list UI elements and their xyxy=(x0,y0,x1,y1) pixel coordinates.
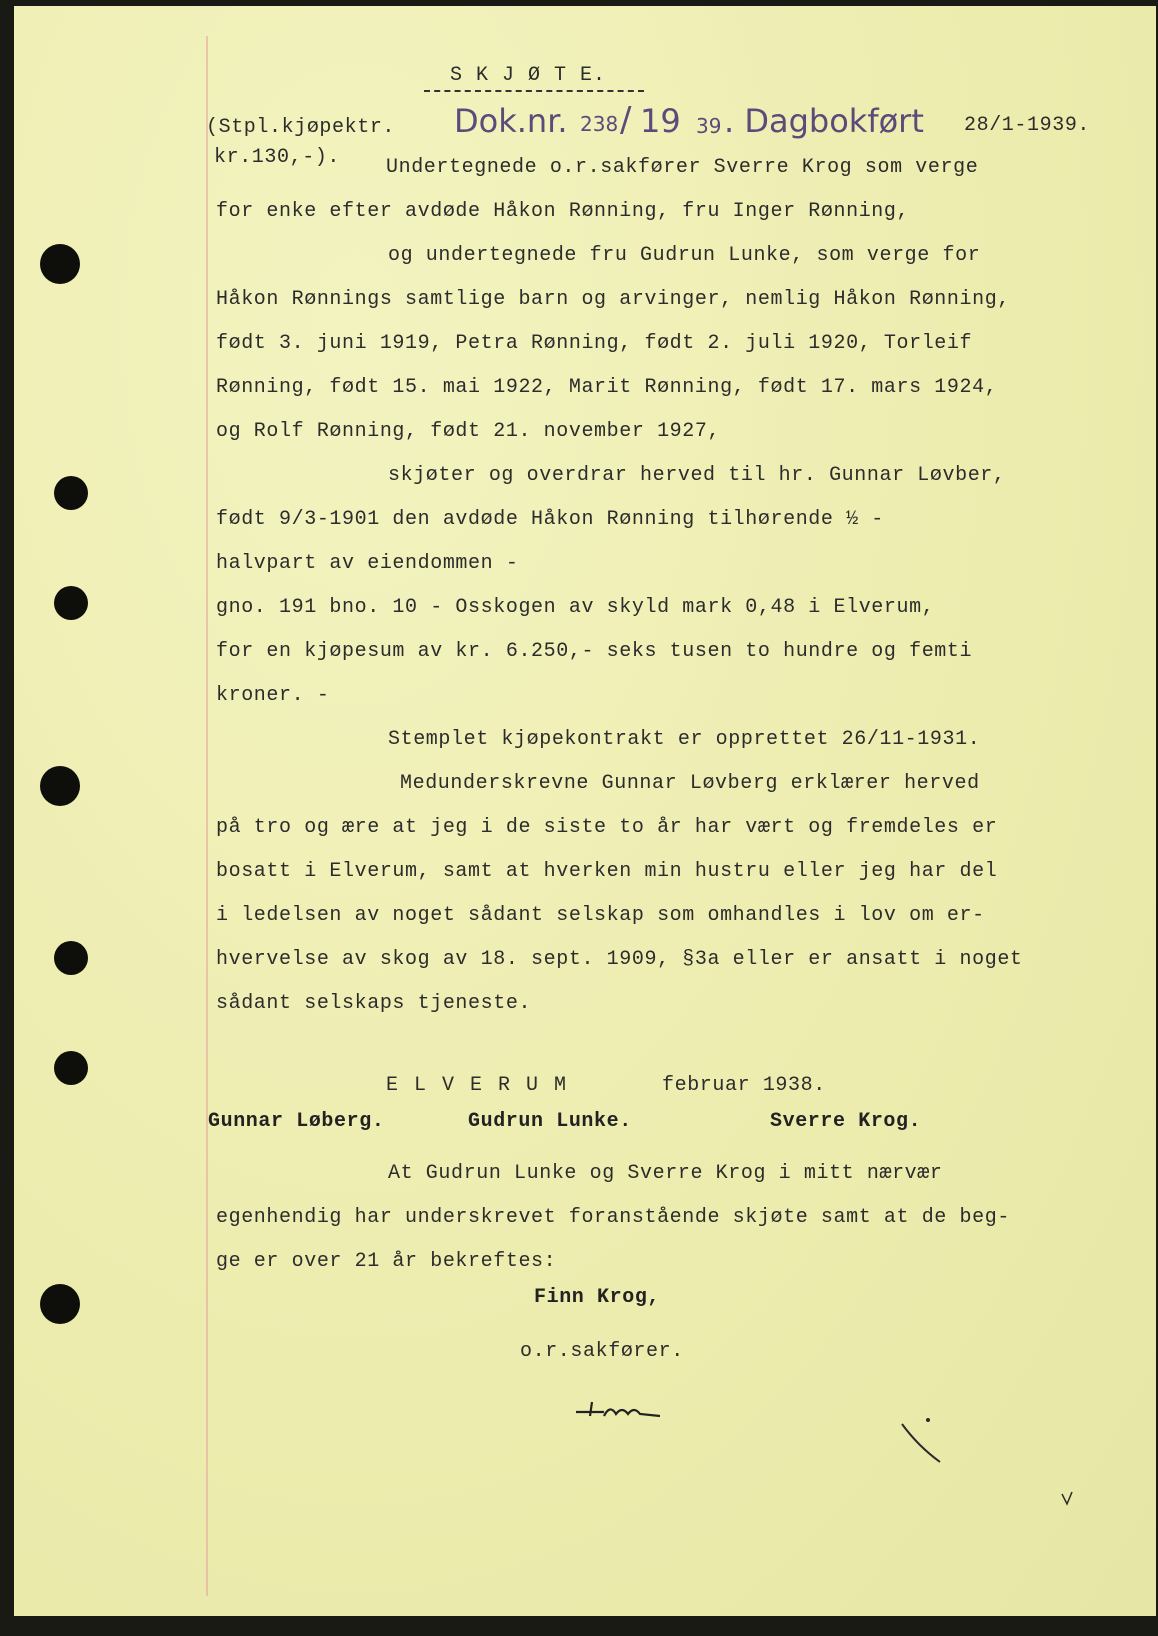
punch-hole xyxy=(40,1284,80,1324)
attest-line: At Gudrun Lunke og Sverre Krog i mitt nærvær xyxy=(388,1162,943,1185)
attest-title: o.r.sakfører. xyxy=(520,1340,684,1363)
handwritten-mark xyxy=(898,1416,948,1468)
body-line: Undertegnede o.r.sakfører Sverre Krog som verge xyxy=(386,156,979,179)
body-line: gno. 191 bno. 10 - Osskogen av skyld mark 0,48 i Elverum, xyxy=(216,596,935,619)
body-line: sådant selskaps tjeneste. xyxy=(216,992,532,1015)
stamp-date: 28/1-1939. xyxy=(964,114,1091,137)
heading-underline xyxy=(424,90,644,92)
body-line: Rønning, født 15. mai 1922, Marit Rønning, født 17. mars 1924, xyxy=(216,376,998,399)
punch-hole xyxy=(54,1051,88,1085)
attest-line: ge er over 21 år bekreftes: xyxy=(216,1250,557,1273)
punch-hole xyxy=(40,766,80,806)
body-line: og undertegnede fru Gudrun Lunke, som verge for xyxy=(388,244,981,267)
margin-note-line-2: kr.130,-). xyxy=(214,146,341,169)
signature-gunnar: Gunnar Løberg. xyxy=(208,1110,385,1133)
attest-signature: Finn Krog, xyxy=(534,1286,661,1309)
body-line: for enke efter avdøde Håkon Rønning, fru Inger Rønning, xyxy=(216,200,910,223)
body-line: på tro og ære at jeg i de siste to år har vært og fremdeles er xyxy=(216,816,998,839)
stamp-dok-number: 238 xyxy=(580,112,619,136)
margin-line xyxy=(206,36,208,1596)
body-line: Medunderskrevne Gunnar Løvberg erklærer herved xyxy=(400,772,980,795)
margin-note-line-1: (Stpl.kjøpektr. xyxy=(206,116,396,139)
body-line: i ledelsen av noget sådant selskap som omhandles i lov om er- xyxy=(216,904,985,927)
place-date: februar 1938. xyxy=(662,1074,826,1097)
document-page xyxy=(14,6,1156,1616)
body-line: for en kjøpesum av kr. 6.250,- seks tusen to hundre og femti xyxy=(216,640,973,663)
punch-hole xyxy=(54,586,88,620)
stamp-dok-label: Dok.nr. xyxy=(454,102,568,140)
punch-hole xyxy=(54,941,88,975)
stamp-year-suffix: 39 xyxy=(696,114,722,138)
stamp-year-prefix: 19 xyxy=(640,102,681,140)
body-line: skjøter og overdrar herved til hr. Gunnar Løvber, xyxy=(388,464,1006,487)
body-line: bosatt i Elverum, samt at hverken min hustru eller jeg har del xyxy=(216,860,998,883)
signature-sverre: Sverre Krog. xyxy=(770,1110,922,1133)
signature-gudrun: Gudrun Lunke. xyxy=(468,1110,632,1133)
document-heading: S K J Ø T E. xyxy=(450,64,607,87)
stamp-slash: / xyxy=(620,100,632,140)
handwritten-initials xyxy=(574,1398,664,1422)
place-name: E L V E R U M xyxy=(386,1074,569,1097)
punch-hole xyxy=(54,476,88,510)
body-line: og Rolf Rønning, født 21. november 1927, xyxy=(216,420,721,443)
body-line: hvervelse av skog av 18. sept. 1909, §3a eller er ansatt i noget xyxy=(216,948,1023,971)
body-line: født 9/3-1901 den avdøde Håkon Rønning tilhørende ½ - xyxy=(216,508,884,531)
punch-hole xyxy=(40,244,80,284)
body-line: halvpart av eiendommen - xyxy=(216,552,519,575)
attest-line: egenhendig har underskrevet foranstående skjøte samt at de beg- xyxy=(216,1206,1010,1229)
handwritten-tick xyxy=(1060,1490,1074,1508)
body-line: født 3. juni 1919, Petra Rønning, født 2. juli 1920, Torleif xyxy=(216,332,973,355)
body-line: kroner. - xyxy=(216,684,330,707)
body-line: Håkon Rønnings samtlige barn og arvinger, nemlig Håkon Rønning, xyxy=(216,288,1010,311)
body-line: Stemplet kjøpekontrakt er opprettet 26/11-1931. xyxy=(388,728,981,751)
stamp-dagbok-label: . Dagbokført xyxy=(724,102,924,140)
